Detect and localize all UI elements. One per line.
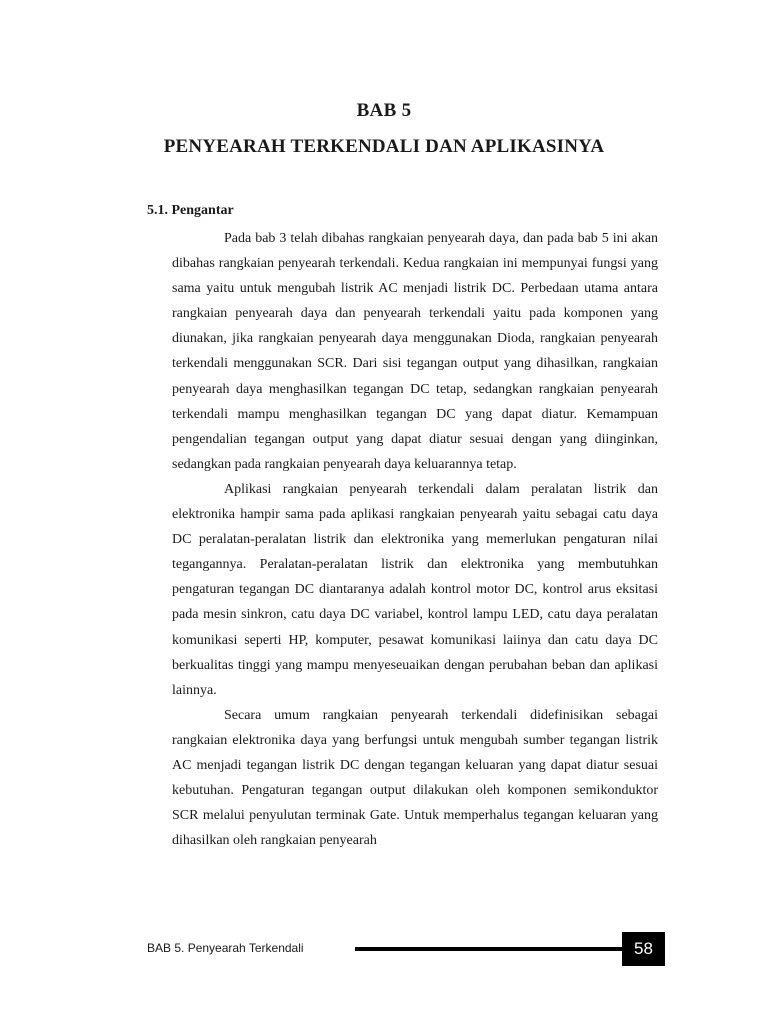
body-text xyxy=(172,226,658,853)
page-number: 58 xyxy=(622,932,665,966)
paragraph: Aplikasi rangkaian penyearah terkendali dalam peralatan listrik dan elektronika hampir sama pada aplikasi rangkaian penyearah yaitu sebagai catu daya DC peralatan-peralatan listrik dan elektronika yang memerlukan pengaturan nilai tegangannya. Peralatan-peralatan listrik dan elektronika yang membutuhkan pengaturan tegangan DC diantaranya adalah kontrol motor DC, kontrol arus eksitasi pada mesin sinkron, catu daya DC variabel, kontrol lampu LED, catu daya peralatan komunikasi seperti HP, komputer, pesawat komunikasi laiinya dan catu daya DC berkualitas tinggi yang mampu menyeseuaikan dengan perubahan beban dan aplikasi lainnya. xyxy=(172,481,658,698)
chapter-number: BAB 5 xyxy=(356,100,412,121)
footer-rule xyxy=(355,947,623,951)
paragraph: Secara umum rangkaian penyearah terkendali didefinisikan sebagai rangkaian elektronika daya yang berfungsi untuk mengubah sumber tegangan listrik AC menjadi tegangan listrik DC dengan tegangan keluaran yang dapat diatur sesuai kebutuhan. Pengaturan tegangan output dilakukan oleh komponen semikonduktor SCR melalui penyulutan terminak Gate. Untuk memperhalus tegangan keluaran yang dihasilkan oleh rangkaian penyearah xyxy=(172,707,658,849)
paragraph: Pada bab 3 telah dibahas rangkaian penyearah daya, dan pada bab 5 ini akan dibahas rangkaian penyearah terkendali. Kedua rangkaian ini mempunyai fungsi yang sama yaitu untuk mengubah listrik AC menjadi listrik DC. Perbedaan utama antara rangkaian penyearah daya dan penyearah terkendali yaitu pada komponen yang diunakan, jika rangkaian penyearah daya menggunakan Dioda, rangkaian penyearah terkendali menggunakan SCR. Dari sisi tegangan output yang dihasilkan, rangkaian penyearah daya menghasilkan tegangan DC tetap, sedangkan rangkaian penyearah terkendali mampu menghasilkan tegangan DC yang dapat diatur. Kemampuan pengendalian tegangan output yang dapat diatur sesuai dengan yang diinginkan, sedangkan pada rangkaian penyearah daya keluarannya tetap. xyxy=(172,231,658,472)
chapter-title: PENYEARAH TERKENDALI DAN APLIKASINYA xyxy=(163,136,605,157)
footer-chapter-label: BAB 5. Penyearah Terkendali xyxy=(147,941,304,955)
section-heading: 5.1. Pengantar xyxy=(147,203,234,218)
